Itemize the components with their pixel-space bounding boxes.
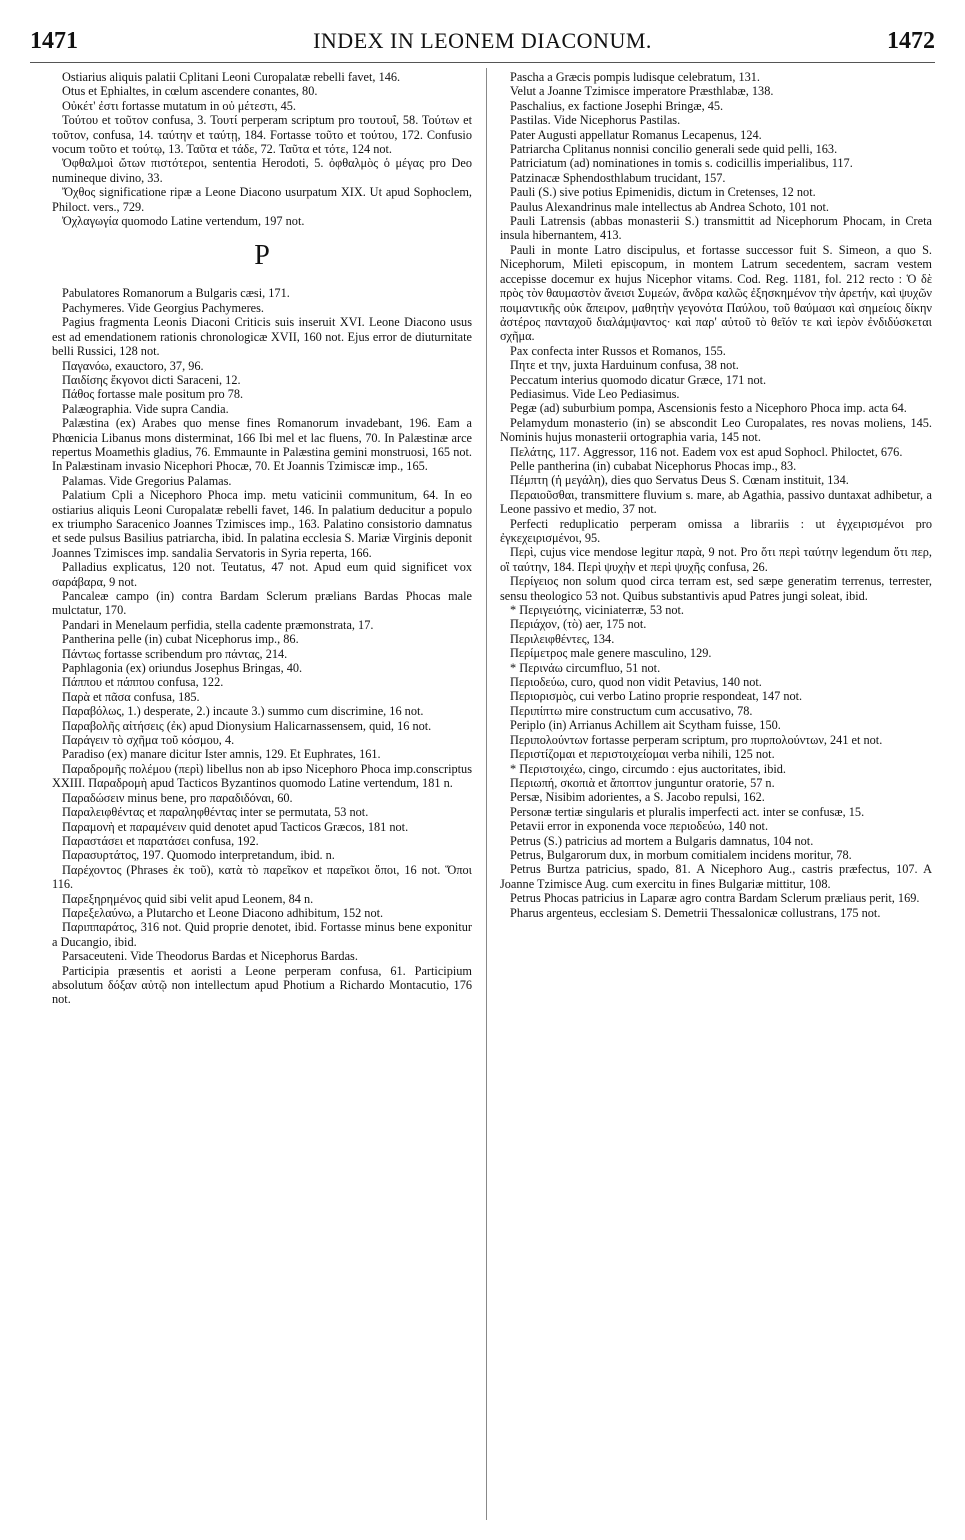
index-entry: Pantherina pelle (in) cubat Nicephorus imp., 86.: [62, 632, 299, 647]
index-entry: Πέμπτη (ἡ μεγάλη), dies quo Servatus Deus S. Cœnam instituit, 134.: [510, 473, 849, 488]
index-entry: Παράγειν τὸ σχῆμα τοῦ κόσμου, 4.: [62, 733, 235, 748]
index-entry: Pascha a Græcis pompis ludisque celebratum, 131.: [510, 70, 760, 84]
right-entries: [500, 70, 932, 920]
right-column-number: 1472: [886, 28, 935, 54]
index-entry: Περιοδεύω, curo, quod non vidit Petavius, 140 not.: [510, 675, 762, 690]
index-entry: Velut a Joanne Tzimisce imperatore Præsthlabæ, 138.: [510, 84, 774, 99]
index-entry: Περιωπή, σκοπιὰ et ἄποπτον junguntur oratorie, 57 n.: [510, 775, 775, 790]
index-entry: Περιλειφθέντες, 134.: [510, 631, 615, 646]
index-entry: Παιδίσης ἔκγονοι dicti Saraceni, 12.: [62, 372, 241, 387]
index-entry: Parsaceuteni. Vide Theodorus Bardas et Nicephorus Bardas.: [62, 949, 358, 964]
index-entry: Paulus Alexandrinus male intellectus ab Andrea Schoto, 101 not.: [510, 199, 829, 214]
left-column-number: 1471: [30, 28, 78, 54]
index-entry: Παραμονὴ et παραμένειν quid denotet apud Tacticos Græcos, 181 not.: [62, 819, 409, 834]
index-entry: Ostiarius aliquis palatii Cplitani Leoni Curopalatæ rebelli favet, 146.: [62, 70, 401, 84]
index-entry: Personæ tertiæ singularis et pluralis imperfecti act. inter se confusæ, 15.: [510, 804, 865, 819]
index-entry: Παρεξελαύνω, a Plutarcho et Leone Diacono adhibitum, 152 not.: [62, 905, 384, 920]
index-entry: Pax confecta inter Russos et Romanos, 155.: [510, 343, 726, 358]
index-entry: Περίγειος non solum quod circa terram est, sed sæpe generatim terrenus, terrester, sensu theologico 53 not. Quibus substantivis apud Patres jungi soleat, ibid.: [500, 574, 932, 603]
right-column: [500, 70, 932, 1522]
index-entry: Ὀχλαγωγία quomodo Latine vertendum, 197 not.: [62, 214, 305, 229]
header-rule: [30, 62, 935, 63]
section-letter: P: [254, 240, 270, 272]
index-entry: Τούτου et τοῦτον confusa, 3. Τουτί perperam scriptum pro τουτουΐ, 58. Τούτων et τοῦτον, confusa, 14. ταύτην et ταύτῃ, 184. Fortasse τοῦτο et τούτου, 172. Confusio vocum τοῦτο et τούτῳ, 13. Ταῦτα et τάδε, 72. Ταῦτα et τότε, 124 not.: [52, 113, 472, 157]
index-entry: Παγανόω, exauctoro, 37, 96.: [62, 358, 204, 373]
index-entry: Περὶ, cujus vice mendose legitur παρὰ, 9 not. Pro ὅτι περὶ ταύτην legendum ὅτι περ, οἳ ταύτην, 184. Περὶ ψυχὴν et περὶ ψυχῆς confusa, 26.: [500, 545, 932, 574]
index-entry: Palatium Cpli a Nicephoro Phoca imp. metu vaticinii communitum, 64. In eo ostiarius aliquis Leoni Curopalatæ rebelli favet, 146. In palatium deducitur a populo ex triumpho Saracenico Joannes Tzimisces imp., 163. Palatino consistorio damnatus et sede pulsus Basilius patriarcha, ibid. In palatina ecclesia S. Mariæ Virginis deponit Joannes Tzimisces imp. sandalia Servatoris in Syria reperta, 166.: [52, 488, 472, 560]
index-entry: Periplo (in) Arrianus Achillem ait Scytham fuisse, 150.: [510, 718, 781, 733]
index-entry: Pabulatores Romanorum a Bulgaris cæsi, 171.: [62, 286, 290, 301]
index-entry: Pater Augusti appellatur Romanus Lecapenus, 124.: [510, 127, 762, 142]
index-entry: Otus et Ephialtes, in cœlum ascendere conantes, 80.: [62, 84, 318, 99]
index-entry: Ὄχθος significatione ripæ a Leone Diacono usurpatum XIX. Ut apud Sophoclem, Philoct. vers., 729.: [52, 185, 472, 214]
index-entry: Παραβόλως, 1.) desperate, 2.) incaute 3.) summo cum discrimine, 16 not.: [62, 704, 424, 719]
index-entry: Petrus Phocas patricius in Laparæ agro contra Bardam Sclerum præliaus perit, 169.: [510, 891, 920, 906]
index-entry: Οὐκέτ' ἐστι fortasse mutatum in οὐ μέτεστι, 45.: [62, 98, 296, 113]
index-entry: Πάθος fortasse male positum pro 78.: [62, 387, 244, 402]
index-entry: Pagius fragmenta Leonis Diaconi Criticis suis inseruit XVI. Leone Diacono usus est ad emendationem rationis chronologicæ XVII, 160 not. Ejus error de diuturnitate belli Russici, 128 not.: [52, 315, 472, 359]
page-header: [30, 28, 935, 58]
index-entry: Pauli Latrensis (abbas monasterii S.) transmittit ad Nicephorum Phocam, in Creta insula hibernantem, 413.: [500, 214, 932, 243]
column-divider: [486, 68, 487, 1520]
index-entry: Pediasimus. Vide Leo Pediasimus.: [510, 386, 680, 401]
index-entry: Πελάτης, 117. Aggressor, 116 not. Eadem vox est apud Sophocl. Philoctet, 676.: [510, 444, 903, 459]
index-entry: Patriciatum (ad) nominationes in tomis s. codicillis imperialibus, 117.: [510, 156, 853, 171]
index-entry: Παριππαράτος, 316 not. Quid proprie denotet, ibid. Fortasse minus bene exponitur a Ducangio, ibid.: [52, 920, 472, 949]
index-entry: Pandari in Menelaum perfidia, stella cadente præmonstrata, 17.: [62, 617, 374, 632]
index-entry: Palæographia. Vide supra Candia.: [62, 401, 229, 416]
index-entry: Petrus Burtza patricius, spado, 81. A Nicephoro Aug., castris præfectus, 107. A Joanne Tzimisce Aug. cum exercitu in fines Bulgariæ mittitur, 108.: [500, 862, 932, 891]
index-entry: Petrus, Bulgarorum dux, in morbum comitialem incidens moritur, 78.: [510, 847, 852, 862]
index-entry: Παραστάσει et παρατάσει confusa, 192.: [62, 833, 259, 848]
index-entry: Παρέχοντος (Phrases ἐκ τοῦ), κατὰ τὸ παρεῖκον et παρεῖκοι ὅποι, 16 not. Ὅποι 116.: [52, 862, 472, 892]
index-entry: * Περιγειότης, viciniaterræ, 53 not.: [510, 603, 684, 618]
index-entry: Paschalius, ex factione Josephi Bringæ, 45.: [510, 98, 724, 113]
index-entry: Περίμετρος male genere masculino, 129.: [510, 646, 712, 661]
index-entry: Petavii error in exponenda voce περιοδεύω, 140 not.: [510, 819, 769, 834]
index-entry: Persæ, Nisibim adorientes, a S. Jacobo repulsi, 162.: [510, 790, 765, 805]
index-entry: Patriarcha Cplitanus nonnisi concilio generali sede quid pelli, 163.: [510, 142, 838, 157]
index-entry: Παρεξηρημένος quid sibi velit apud Leonem, 84 n.: [62, 891, 314, 906]
index-entry: Perfecti reduplicatio perperam omissa a librariis : ut ἐγχειρισμένοι pro ἐγκεχειρισμένοι, 95.: [500, 516, 932, 545]
index-entry: Participia præsentis et aoristi a Leone perperam confusa, 61. Participium absolutum δόξαν αὐτῷ non intellectum apud Photium a Richardo Montacutio, 176 not.: [52, 963, 472, 1007]
index-entry: Πάντως fortasse scribendum pro πάντας, 214.: [62, 646, 288, 661]
left-column: [52, 70, 472, 1522]
index-entry: Pelle pantherina (in) cubabat Nicephorus Phocas imp., 83.: [510, 458, 797, 473]
page-title: INDEX IN LEONEM DIACONUM.: [313, 28, 652, 53]
index-entry: Palladius explicatus, 120 not. Teutatus, 47 not. Apud eum quid significet vox σαράβαρα, 9 not.: [52, 560, 472, 589]
index-entry: Palæstina (ex) Arabes quo mense fines Romanorum invadebant, 196. Eam a Phœnicia Libanus mons disterminat, 166 Ibi mel et lac fluens, 70. In Palæstinæ arce repertus Moamethis gladius, 76. Emmaunte in Palæstina gemini monstruosi, 165 not. In Palæstinam invasio Nicephori Phocæ, 70. Et Joannis Tzimiscæ imp., 165.: [52, 416, 472, 474]
index-entry: Περιάχον, (τὸ) aer, 175 not.: [510, 617, 647, 632]
index-entry: Palamas. Vide Gregorius Palamas.: [62, 473, 232, 488]
index-entry: Pancaleæ campo (in) contra Bardam Sclerum prælians Bardas Phocas male mulctatur, 170.: [52, 589, 472, 618]
index-entry: Pauli in monte Latro discipulus, et fortasse successor fuit S. Simeon, a quo S. Nicephorum, Mileti episcopum, in montem Latrum secedentem, sacram vestem accepisse docemur ex hujus Nicephor vitams. Cod. Reg. 1181, fol. 212 recto : Ὁ δὲ πρὸς τὸν θαυμαστὸν ἄνεισι Συμεών, ἄνδρα καλῶς ἐξησκημένον τὴν ἀρετήν, καὶ ψυχῶν ποιμαντικῆς οὐκ ἄπειρον, μαθητὴν γεγονότα Παύλου, τοῦ θαύμασι καὶ σημείοις δίκην ἀστέρος πανταχοῦ διαλάμψαντος· καὶ παρ' αὐτοῦ τὸ θεῖόν τε καὶ ἱερὸν ἐνδιδύσκεται σχῆμα.: [500, 242, 932, 344]
index-entry: Περιπολούντων fortasse perperam scriptum, pro πυρπολούντων, 241 et not.: [510, 732, 883, 747]
index-entry: Παραδρομῆς πολέμου (περὶ) libellus non ab ipso Nicephoro Phoca imp.conscriptus XXIII. Παραδρομὴ apud Tacticos Byzantinos quomodo Latine vertendum, 181 n.: [52, 761, 472, 791]
index-entry: Περιορισμὸς, cui verbo Latino proprie respondeat, 147 not.: [510, 689, 803, 704]
index-entry: Pauli (S.) sive potius Epimenidis, dictum in Cretenses, 12 not.: [510, 185, 816, 200]
left-entries-after: [52, 286, 472, 1006]
index-entry: * Περινάω circumfluo, 51 not.: [510, 660, 661, 675]
index-entry: Παραδώσειν minus bene, pro παραδιδόναι, 60.: [62, 790, 293, 805]
index-entry: Pegæ (ad) suburbium pompa, Ascensionis festo a Nicephoro Phoca imp. acta 64.: [510, 401, 907, 416]
index-entry: Παρασυρτάτος, 197. Quomodo interpretandum, ibid. n.: [62, 848, 335, 863]
index-entry: Περαιοῦσθαι, transmittere fluvium s. mare, ab Agathia, passivo duntaxat adhibetur, a Leone passivo et medio, 37 not.: [500, 487, 932, 517]
index-entry: Pachymeres. Vide Georgius Pachymeres.: [62, 300, 264, 315]
index-entry: Πητε et την, juxta Harduinum confusa, 38 not.: [510, 358, 739, 373]
index-entry: Παραβολῆς αἰτήσεις (ἐκ) apud Dionysium Halicarnassensem, quid, 16 not.: [62, 718, 432, 733]
index-entry: Pharus argenteus, ecclesiam S. Demetrii Thessalonicæ collustrans, 175 not.: [510, 905, 881, 920]
index-entry: Paphlagonia (ex) oriundus Josephus Bringas, 40.: [62, 661, 303, 676]
index-entry: Pelamydum monasterio (in) se abscondit Leo Curopalates, res novas moliens, 145. Nominis hujus monasterii ortographia varia, 145 not.: [500, 415, 932, 445]
index-entry: Περιστίζομαι et περιστοιχείομαι verba nihili, 125 not.: [510, 747, 775, 762]
index-entry: Petrus (S.) patricius ad mortem a Bulgaris damnatus, 104 not.: [510, 833, 814, 848]
left-entries-before: [52, 70, 472, 228]
index-entry: Πάππου et πάππου confusa, 122.: [62, 675, 224, 690]
index-entry: * Περιστοιχέω, cingo, circumdo : ejus auctoritates, ibid.: [510, 761, 786, 776]
index-entry: Pastilas. Vide Nicephorus Pastilas.: [510, 113, 681, 128]
index-entry: Περιπίπτω mire constructum cum accusativo, 78.: [510, 703, 753, 718]
index-entry: Peccatum interius quomodo dicatur Græce, 171 not.: [510, 372, 767, 387]
index-entry: Patzinacæ Sphendosthlabum trucidant, 157.: [510, 170, 726, 185]
index-entry: Παρὰ et πᾶσα confusa, 185.: [62, 689, 200, 704]
index-entry: Paradiso (ex) manare dicitur Ister amnis, 129. Et Euphrates, 161.: [62, 747, 381, 762]
index-entry: Ὀφθαλμοὶ ὤτων πιστότεροι, sententia Herodoti, 5. ὀφθαλμὸς ὁ μέγας pro Deo numineque divino, 33.: [52, 156, 472, 185]
index-entry: Παραλειφθέντας et παραληφθέντας inter se permutata, 53 not.: [62, 805, 369, 820]
